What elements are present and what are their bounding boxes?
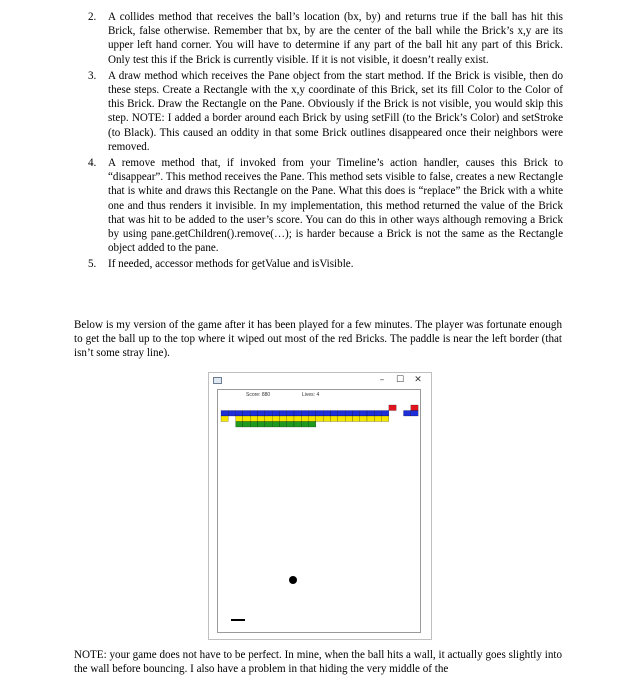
game-pane [217,389,421,633]
score-label: Score: 880 [246,392,271,398]
minimize-icon[interactable]: – [379,375,385,385]
list-item [88,257,563,271]
list-text: If needed, accessor methods for getValue and isVisible. [108,258,354,271]
play-field [218,390,420,632]
list-text: A remove method that, if invoked from your Timeline’s action handler, causes this Brick to “disappear”. This method receives the Pane. This method sets visible to false, creates a new Rectangle that is white and draws this Rectangle on the Pane. What this does is “replace” the Brick with a white one and thus renders it invisible. In my implementation, this method returned the value of the Brick that was hit to be added to the user’s score. You can do this in other ways although removing a Brick by using pane.getChildren().remove(…); is harder because a Brick is not the same as the Rectangle object added to the pane. [108,157,563,255]
window-titlebar [209,373,431,389]
list-item [88,69,563,154]
list-text: A collides method that receives the ball’s location (bx, by) and returns true if the ball has hit this Brick, false otherwise. Remember that bx, by are the center of the ball while the Brick’s x,y are its upper left hand corner. You will have to determine if any part of the ball hit any part of this Brick. Only test this if the Brick is currently visible. If it is not visible, it doesn’t really exist. [108,11,563,66]
list-text: A draw method which receives the Pane object from the start method. If the Brick is visible, then do these steps. Create a Rectangle with the x,y coordinate of this Brick, set its fill Color to the Color of this Brick. Draw the Rectangle on the Pane. Obviously if the Brick is not visible, you would skip this step. NOTE: I added a border around each Brick by using setFill (to the Brick’s Color) and setStroke (to Black). This caused an oddity in that some Brick outlines disappeared once their neighbors were removed. [108,69,563,153]
list-item [88,10,563,67]
paddle [231,619,245,621]
close-icon[interactable]: ✕ [414,375,422,385]
list-number: 5. [88,258,97,271]
note-paragraph: NOTE: your game does not have to be perfect. In mine, when the ball hits a wall, it actually goes slightly into the wall before bouncing. I also have a problem in that hiding the very middle of the [74,649,562,676]
maximize-icon[interactable]: ☐ [395,375,405,385]
intro-paragraph: Below is my version of the game after it has been played for a few minutes. The player was fortunate enough to get the ball up to the top where it wiped out most of the red Bricks. The paddle is near the left border (that isn’t some stray line). [74,319,562,360]
game-window-screenshot [208,372,432,640]
list-number: 4. [88,157,97,170]
app-icon [213,377,222,384]
list-item [88,156,563,255]
list-number: 3. [88,69,97,82]
method-list [88,10,563,274]
lives-label: Lives: 4 [302,392,320,398]
list-number: 2. [88,11,97,23]
ball [289,576,297,584]
